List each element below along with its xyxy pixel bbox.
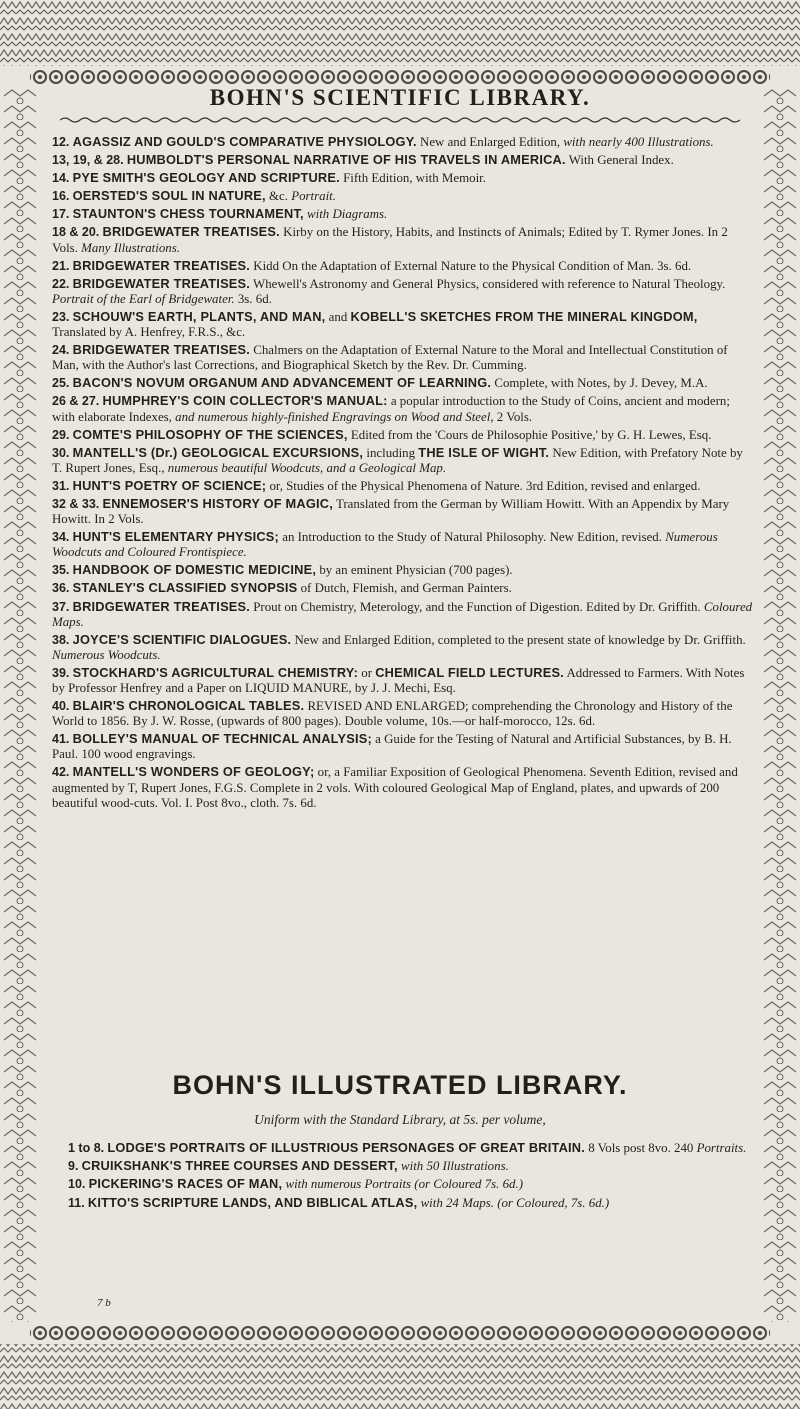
catalogue-entry — [52, 731, 754, 762]
catalogue-entry — [68, 1158, 748, 1174]
catalogue-entry — [52, 342, 754, 373]
entry-title: BRIDGEWATER TREATISES. — [72, 275, 251, 291]
entry-number: 13, 19, & 28. — [52, 153, 124, 168]
entry-title: BRIDGEWATER TREATISES. — [102, 224, 280, 240]
entry-title: STAUNTON'S CHESS TOURNAMENT, — [72, 206, 304, 222]
illustrated-library-subtitle: Uniform with the Standard Library, at 5s. per volume, — [254, 1112, 546, 1127]
entry-title: SCHOUW'S EARTH, PLANTS, AND MAN, — [72, 308, 326, 324]
entry-description: With General Index. — [565, 153, 674, 168]
entry-number: 11. — [68, 1195, 85, 1210]
catalogue-entry — [52, 206, 754, 222]
entry-illustrations-note: with 50 Illustrations. — [401, 1159, 509, 1174]
catalogue-entry — [52, 427, 754, 443]
entry-number: 32 & 33. — [52, 496, 100, 511]
entry-number: 42. — [52, 765, 70, 780]
catalogue-entry — [52, 445, 754, 476]
entry-number: 31. — [52, 478, 70, 493]
entry-description: of Dutch, Flemish, and German Painters. — [297, 581, 512, 596]
entry-number: 9. — [68, 1159, 79, 1174]
entry-illustrations-note: with nearly 400 Illustrations. — [563, 135, 714, 149]
catalogue-entry — [52, 276, 754, 307]
entry-title: MANTELL'S (Dr.) GEOLOGICAL EXCURSIONS, — [72, 444, 364, 460]
entry-description-secondary: Translated by A. Henfrey, F.R.S., &c. — [52, 325, 246, 340]
entry-illustrations-note: Numerous Woodcuts and Coloured Frontispiece. — [52, 530, 718, 560]
illustrated-library-title: BOHN'S ILLUSTRATED LIBRARY. — [172, 1070, 628, 1100]
entry-number: 38. — [52, 632, 70, 647]
entry-title: BOLLEY'S MANUAL OF TECHNICAL ANALYSIS; — [72, 731, 372, 747]
entry-title: STANLEY'S CLASSIFIED SYNOPSIS — [72, 580, 298, 596]
page-title: BOHN'S SCIENTIFIC LIBRARY. — [209, 85, 591, 110]
illustrated-library-list — [68, 1140, 748, 1213]
entry-description: or — [358, 665, 376, 680]
entry-description: including — [363, 445, 419, 460]
entry-number: 35. — [52, 563, 70, 578]
entry-description: Complete, with Notes, by J. Devey, M.A. — [491, 376, 708, 391]
entry-tail: 2 Vols. — [493, 409, 533, 424]
entry-number: 37. — [52, 599, 70, 614]
entry-number: 29. — [52, 427, 70, 442]
entry-title: LODGE'S PORTRAITS OF ILLUSTRIOUS PERSONAGES OF GREAT BRITAIN. — [107, 1140, 585, 1155]
entry-illustrations-note: Portraits. — [696, 1141, 747, 1155]
entry-title: OERSTED'S SOUL IN NATURE, — [72, 188, 266, 204]
entry-description: Translated from the German by William Howitt. With an Appendix by Mary Howitt. In 2 Vols. — [52, 496, 730, 527]
entry-title: JOYCE'S SCIENTIFIC DIALOGUES. — [72, 631, 292, 647]
entry-number: 25. — [52, 376, 70, 391]
catalogue-entry — [52, 134, 754, 150]
catalogue-entry — [68, 1140, 748, 1156]
entry-number: 10. — [68, 1177, 86, 1192]
entry-description: or, a Familiar Exposition of Geological Phenomena. Seventh Edition, revised and augmented by T, Rupert Jones, F.G.S. Complete in 2 vols. With coloured Geological Map of England, plates, and upwards of 200 beautiful wood-cuts. Vol. I. Post 8vo., cloth. 7s. 6d. — [52, 765, 738, 810]
entry-illustrations-note: and numerous highly-finished Engravings on Wood and Steel, — [175, 409, 494, 424]
catalogue-entry — [52, 632, 754, 663]
signature-mark: 7 b — [97, 1297, 111, 1309]
catalogue-entry — [52, 599, 754, 630]
entry-title: BACON'S NOVUM ORGANUM AND ADVANCEMENT OF LEARNING. — [72, 375, 492, 391]
entry-number: 36. — [52, 581, 70, 596]
entry-title: PYE SMITH'S GEOLOGY AND SCRIPTURE. — [72, 170, 340, 186]
catalogue-list — [52, 134, 754, 813]
entry-illustrations-note: Numerous Woodcuts. — [52, 647, 161, 662]
entry-title: PICKERING'S RACES OF MAN, — [88, 1176, 283, 1192]
entry-description: Fifth Edition, with Memoir. — [339, 171, 486, 186]
entry-title: COMTE'S PHILOSOPHY OF THE SCIENCES, — [72, 426, 348, 442]
entry-description: New and Enlarged Edition, — [416, 135, 564, 149]
catalogue-entry — [52, 375, 754, 391]
entry-illustrations-note: with 24 Maps. (or Coloured, 7s. 6d.) — [420, 1195, 610, 1210]
entry-description: 8 Vols post 8vo. 240 — [584, 1141, 697, 1155]
catalogue-entry — [52, 224, 754, 255]
entry-number: 22. — [52, 276, 70, 291]
entry-illustrations-note: numerous beautiful Woodcuts, and a Geological Map. — [167, 460, 447, 475]
entry-number: 23. — [52, 309, 70, 324]
entry-description: Edited from the 'Cours de Philosophie Positive,' by G. H. Lewes, Esq. — [347, 427, 712, 442]
ornament-border-bottom — [0, 1322, 800, 1409]
entry-description: Prout on Chemistry, Meterology, and the Function of Digestion. Edited by Dr. Griffith. — [250, 599, 704, 614]
catalogue-entry — [52, 764, 754, 810]
catalogue-entry — [52, 393, 754, 424]
entry-title: HUMPHREY'S COIN COLLECTOR'S MANUAL: — [102, 393, 388, 409]
catalogue-entry — [52, 152, 754, 168]
entry-title: HUNT'S ELEMENTARY PHYSICS; — [72, 529, 280, 545]
entry-illustrations-note: with Diagrams. — [307, 207, 388, 222]
entry-title-secondary: KOBELL'S SKETCHES FROM THE MINERAL KINGDOM, — [350, 308, 698, 324]
entry-illustrations-note: Portrait of the Earl of Bridgewater. — [52, 291, 235, 306]
entry-title-secondary: THE ISLE OF WIGHT. — [418, 444, 550, 460]
catalogue-entry — [52, 580, 754, 596]
entry-description: Chalmers on the Adaptation of External Nature to the Moral and Intellectual Constitution of Man, with the Author's last Corrections, and Biographical Sketch by the Rev. Dr. Cumming. — [52, 343, 728, 373]
entry-illustrations-note: Coloured Maps. — [52, 599, 753, 629]
catalogue-entry — [52, 170, 754, 186]
catalogue-entry — [52, 188, 754, 204]
entry-title: BRIDGEWATER TREATISES. — [72, 342, 251, 358]
ornament-border-left — [0, 88, 40, 1322]
entry-title: KITTO'S SCRIPTURE LANDS, AND BIBLICAL ATLAS, — [87, 1194, 418, 1210]
entry-number: 18 & 20. — [52, 225, 100, 240]
entry-description: New and Enlarged Edition, completed to the present state of knowledge by Dr. Griffith. — [291, 632, 746, 647]
catalogue-entry — [52, 258, 754, 274]
entry-title: CRUIKSHANK'S THREE COURSES AND DESSERT, — [81, 1158, 398, 1174]
entry-description: a popular introduction to the Study of Coins, ancient and modern; with elaborate Indexes, — [52, 394, 730, 424]
entry-description: REVISED AND ENLARGED; comprehending the Chronology and History of the World to 1856. By J. W. Rosse, (upwards of 800 pages). Double volume, 10s.—or half-morocco, 12s. 6d. — [52, 699, 733, 729]
entry-illustrations-note: with numerous Portraits (or Coloured 7s. 6d.) — [285, 1177, 524, 1192]
entry-description-secondary: Addressed to Farmers. With Notes by Professor Henfrey and a Paper on LIQUID MANURE, by J. J. Mechi, Esq. — [52, 665, 745, 695]
entry-description: and — [325, 309, 351, 324]
entry-title-secondary: CHEMICAL FIELD LECTURES. — [375, 664, 564, 680]
entry-illustrations-note: Many Illustrations. — [81, 240, 180, 255]
entry-number: 41. — [52, 732, 70, 747]
entry-title: MANTELL'S WONDERS OF GEOLOGY; — [72, 764, 315, 780]
entry-title: AGASSIZ AND GOULD'S COMPARATIVE PHYSIOLOGY. — [72, 134, 417, 149]
entry-number: 30. — [52, 445, 70, 460]
entry-title: HUMBOLDT'S PERSONAL NARRATIVE OF HIS TRAVELS IN AMERICA. — [126, 152, 566, 168]
catalogue-entry — [68, 1195, 748, 1211]
entry-title: HUNT'S POETRY OF SCIENCE; — [72, 477, 267, 493]
catalogue-entry — [52, 309, 754, 340]
catalogue-entry — [68, 1176, 748, 1192]
ornament-border-top — [0, 0, 800, 88]
entry-description: Whewell's Astronomy and General Physics, considered with reference to Natural Theology. — [250, 276, 726, 291]
entry-tail: 3s. 6d. — [234, 291, 272, 306]
entry-number: 12. — [52, 135, 70, 149]
entry-number: 17. — [52, 207, 70, 222]
entry-number: 14. — [52, 171, 70, 186]
entry-title: STOCKHARD'S AGRICULTURAL CHEMISTRY: — [72, 664, 359, 680]
entry-description: by an eminent Physician (700 pages). — [316, 563, 513, 578]
entry-description: Kirby on the History, Habits, and Instincts of Animals; Edited by T. Rymer Jones. In 2 Vols. — [52, 225, 728, 255]
entry-number: 40. — [52, 699, 70, 714]
entry-title: BRIDGEWATER TREATISES. — [72, 257, 251, 273]
ornament-border-right — [760, 88, 800, 1322]
entry-description: Kidd On the Adaptation of External Nature to the Physical Condition of Man. 3s. 6d. — [250, 258, 692, 273]
entry-number: 39. — [52, 665, 70, 680]
wavy-rule — [60, 116, 740, 124]
entry-title: BRIDGEWATER TREATISES. — [72, 598, 251, 614]
catalogue-entry — [52, 478, 754, 494]
catalogue-entry — [52, 698, 754, 729]
entry-illustrations-note: Portrait. — [291, 189, 336, 204]
catalogue-entry — [52, 529, 754, 560]
entry-description-secondary: New Edition, with Prefatory Note by T. Rupert Jones, Esq., — [52, 445, 743, 475]
entry-number: 26 & 27. — [52, 394, 100, 409]
entry-number: 16. — [52, 189, 70, 204]
entry-number: 34. — [52, 530, 70, 545]
catalogue-entry — [52, 496, 754, 527]
entry-number: 1 to 8. — [68, 1141, 105, 1155]
catalogue-entry — [52, 562, 754, 578]
entry-number: 21. — [52, 258, 70, 273]
entry-description: or, Studies of the Physical Phenomena of Nature. 3rd Edition, revised and enlarged. — [266, 478, 701, 493]
entry-number: 24. — [52, 343, 70, 358]
entry-title: ENNEMOSER'S HISTORY OF MAGIC, — [102, 495, 333, 511]
entry-description: a Guide for the Testing of Natural and Artificial Substances, by B. H. Paul. 100 wood engravings. — [52, 732, 732, 762]
catalogue-entry — [52, 665, 754, 696]
entry-description: an Introduction to the Study of Natural Philosophy. New Edition, revised. — [279, 530, 666, 545]
entry-title: HANDBOOK OF DOMESTIC MEDICINE, — [72, 562, 317, 578]
entry-description: &c. — [265, 189, 292, 204]
entry-title: BLAIR'S CHRONOLOGICAL TABLES. — [72, 698, 305, 714]
